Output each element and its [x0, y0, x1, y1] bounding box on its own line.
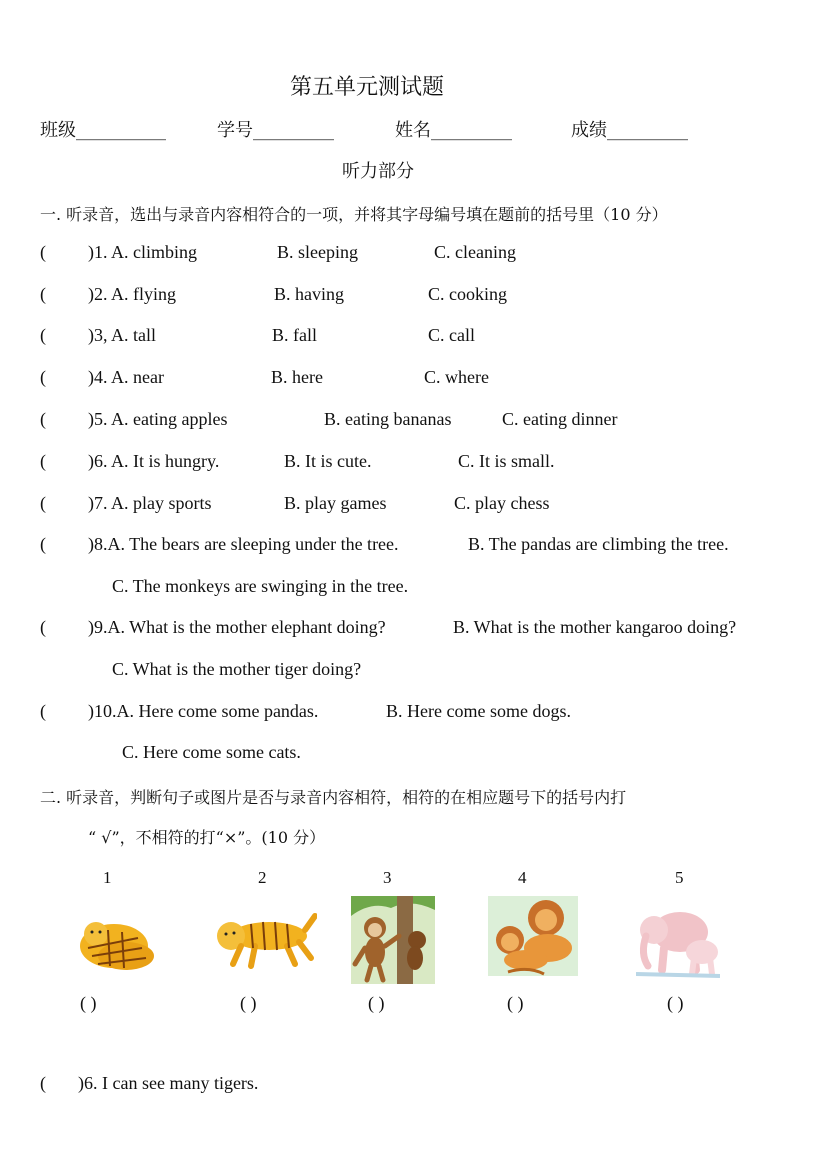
picture-number: 5	[675, 868, 684, 887]
option-b: B. fall	[272, 325, 317, 345]
answer-box[interactable]: ( )	[507, 993, 524, 1013]
option-b: B. play games	[284, 493, 387, 513]
option-c: C. call	[428, 325, 475, 345]
option-b: B. eating bananas	[324, 409, 452, 429]
section-subtitle: 听力部分	[342, 161, 414, 182]
answer-paren[interactable]: (	[40, 367, 46, 387]
option-a: )2. A. flying	[88, 284, 176, 304]
answer-paren[interactable]: (	[40, 409, 46, 429]
elephants-image	[636, 904, 720, 980]
option-c: C. Here come some cats.	[122, 742, 301, 762]
option-a: )5. A. eating apples	[88, 409, 228, 429]
option-b: B. here	[271, 367, 323, 387]
name-field[interactable]: 姓名_________	[395, 120, 512, 141]
option-c: C. What is the mother tiger doing?	[112, 659, 362, 679]
picture-number: 3	[383, 868, 392, 887]
question-text: )6. I can see many tigers.	[78, 1073, 259, 1093]
option-c: C. where	[424, 367, 489, 387]
option-a: )3, A. tall	[88, 325, 156, 345]
option-c: C. eating dinner	[502, 409, 618, 429]
page-title: 第五单元测试题	[290, 75, 445, 100]
option-a: )6. A. It is hungry.	[88, 451, 220, 471]
picture-number: 1	[103, 868, 112, 887]
answer-paren[interactable]: (	[40, 1073, 46, 1093]
student-id-field[interactable]: 学号_________	[217, 120, 334, 141]
option-a: )10.A. Here come some pandas.	[88, 701, 319, 721]
picture-number: 2	[258, 868, 267, 887]
class-field[interactable]: 班级__________	[40, 120, 166, 141]
answer-paren[interactable]: (	[40, 325, 46, 345]
answer-box[interactable]: ( )	[240, 993, 257, 1013]
option-b: B. sleeping	[277, 242, 358, 262]
option-c: C. The monkeys are swinging in the tree.	[112, 576, 409, 596]
option-b: B. Here come some dogs.	[386, 701, 571, 721]
answer-paren[interactable]: (	[40, 493, 46, 513]
section2-instruction-line2: “ √”，不相符的打“×”。(10 分）	[88, 828, 326, 847]
option-b: B. It is cute.	[284, 451, 372, 471]
running-tiger-image	[211, 906, 317, 970]
answer-paren[interactable]: (	[40, 284, 46, 304]
option-b: B. having	[274, 284, 344, 304]
section1-instruction: 一. 听录音，选出与录音内容相符合的一项，并将其字母编号填在题前的括号里（10 分）	[40, 205, 668, 224]
option-b: B. The pandas are climbing the tree.	[468, 534, 729, 554]
section2-instruction: 二. 听录音，判断句子或图片是否与录音内容相符，相符的在相应题号下的括号内打	[40, 788, 627, 807]
option-c: C. play chess	[454, 493, 550, 513]
answer-paren[interactable]: (	[40, 701, 46, 721]
answer-paren[interactable]: (	[40, 617, 46, 637]
option-c: C. cleaning	[434, 242, 516, 262]
answer-box[interactable]: ( )	[667, 993, 684, 1013]
answer-paren[interactable]: (	[40, 242, 46, 262]
score-field[interactable]: 成绩_________	[571, 120, 688, 141]
lions-image	[488, 896, 578, 976]
sleeping-tigers-image	[78, 908, 154, 974]
answer-box[interactable]: ( )	[80, 993, 97, 1013]
option-a: )7. A. play sports	[88, 493, 212, 513]
option-a: )1. A. climbing	[88, 242, 197, 262]
option-a: )9.A. What is the mother elephant doing?	[88, 617, 386, 637]
option-c: C. cooking	[428, 284, 507, 304]
option-a: )8.A. The bears are sleeping under the tree.	[88, 534, 399, 554]
picture-number: 4	[518, 868, 527, 887]
answer-paren[interactable]: (	[40, 534, 46, 554]
answer-box[interactable]: ( )	[368, 993, 385, 1013]
answer-paren[interactable]: (	[40, 451, 46, 471]
option-c: C. It is small.	[458, 451, 555, 471]
monkeys-on-tree-image	[351, 896, 435, 984]
option-a: )4. A. near	[88, 367, 164, 387]
option-b: B. What is the mother kangaroo doing?	[453, 617, 737, 637]
